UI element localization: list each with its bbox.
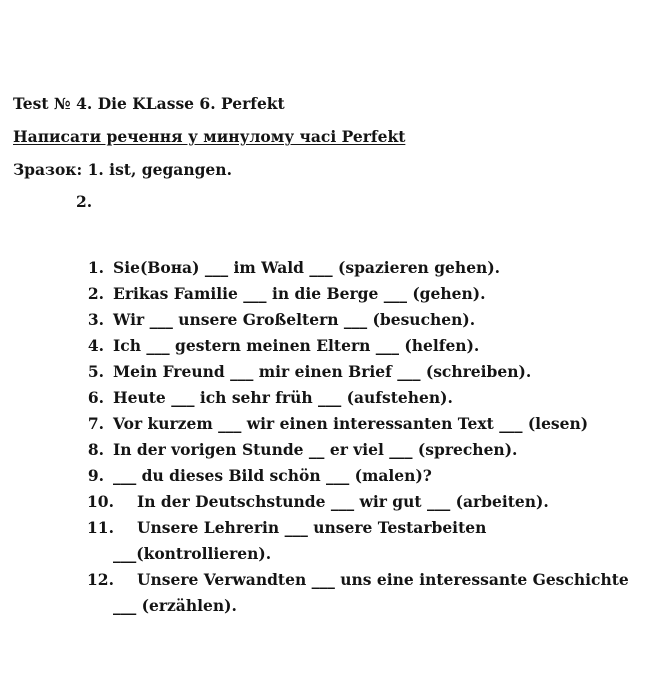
example-line-1: Зразок: 1. ist, gegangen. [13,160,232,179]
item-number: 9. [87,466,104,485]
item-number: 5. [87,362,104,381]
item-number: 3. [87,310,104,329]
item-text: Ich ___ gestern meinen Eltern ___ (helfen). [113,336,480,355]
example-line-2: 2. [76,192,93,211]
item-number: 10. [87,492,114,511]
document-title: Test № 4. Die KLasse 6. Perfekt [13,94,285,113]
item-text: ___ du dieses Bild schön ___ (malen)? [113,466,432,485]
item-text: Vor kurzem ___ wir einen interessanten Text ___ (lesen) [113,414,589,433]
task-instruction: Написати речення у минулому часі Perfekt [13,127,406,146]
item-text: Mein Freund ___ mir einen Brief ___ (schreiben). [113,362,532,381]
item-number: 7. [87,414,104,433]
item-text-continuation: ___(kontrollieren). [113,544,272,563]
item-text: Unsere Verwandten ___ uns eine interessante Geschichte [137,570,629,589]
item-text: In der Deutschstunde ___ wir gut ___ (arbeiten). [137,492,549,511]
item-number: 8. [87,440,104,459]
item-number: 1. [87,258,104,277]
item-text: Heute ___ ich sehr früh ___ (aufstehen). [113,388,453,407]
item-text: In der vorigen Stunde __ er viel ___ (sprechen). [113,440,518,459]
item-text: Erikas Familie ___ in die Berge ___ (gehen). [113,284,486,303]
item-number: 4. [87,336,104,355]
item-text: Unsere Lehrerin ___ unsere Testarbeiten [137,518,487,537]
item-text: Sie(Вона) ___ im Wald ___ (spazieren gehen). [113,258,501,277]
item-number: 11. [87,518,114,537]
item-text-continuation: ___ (erzählen). [113,596,237,615]
item-text: Wir ___ unsere Großeltern ___ (besuchen). [113,310,476,329]
item-number: 2. [87,284,104,303]
item-number: 6. [87,388,104,407]
item-number: 12. [87,570,114,589]
